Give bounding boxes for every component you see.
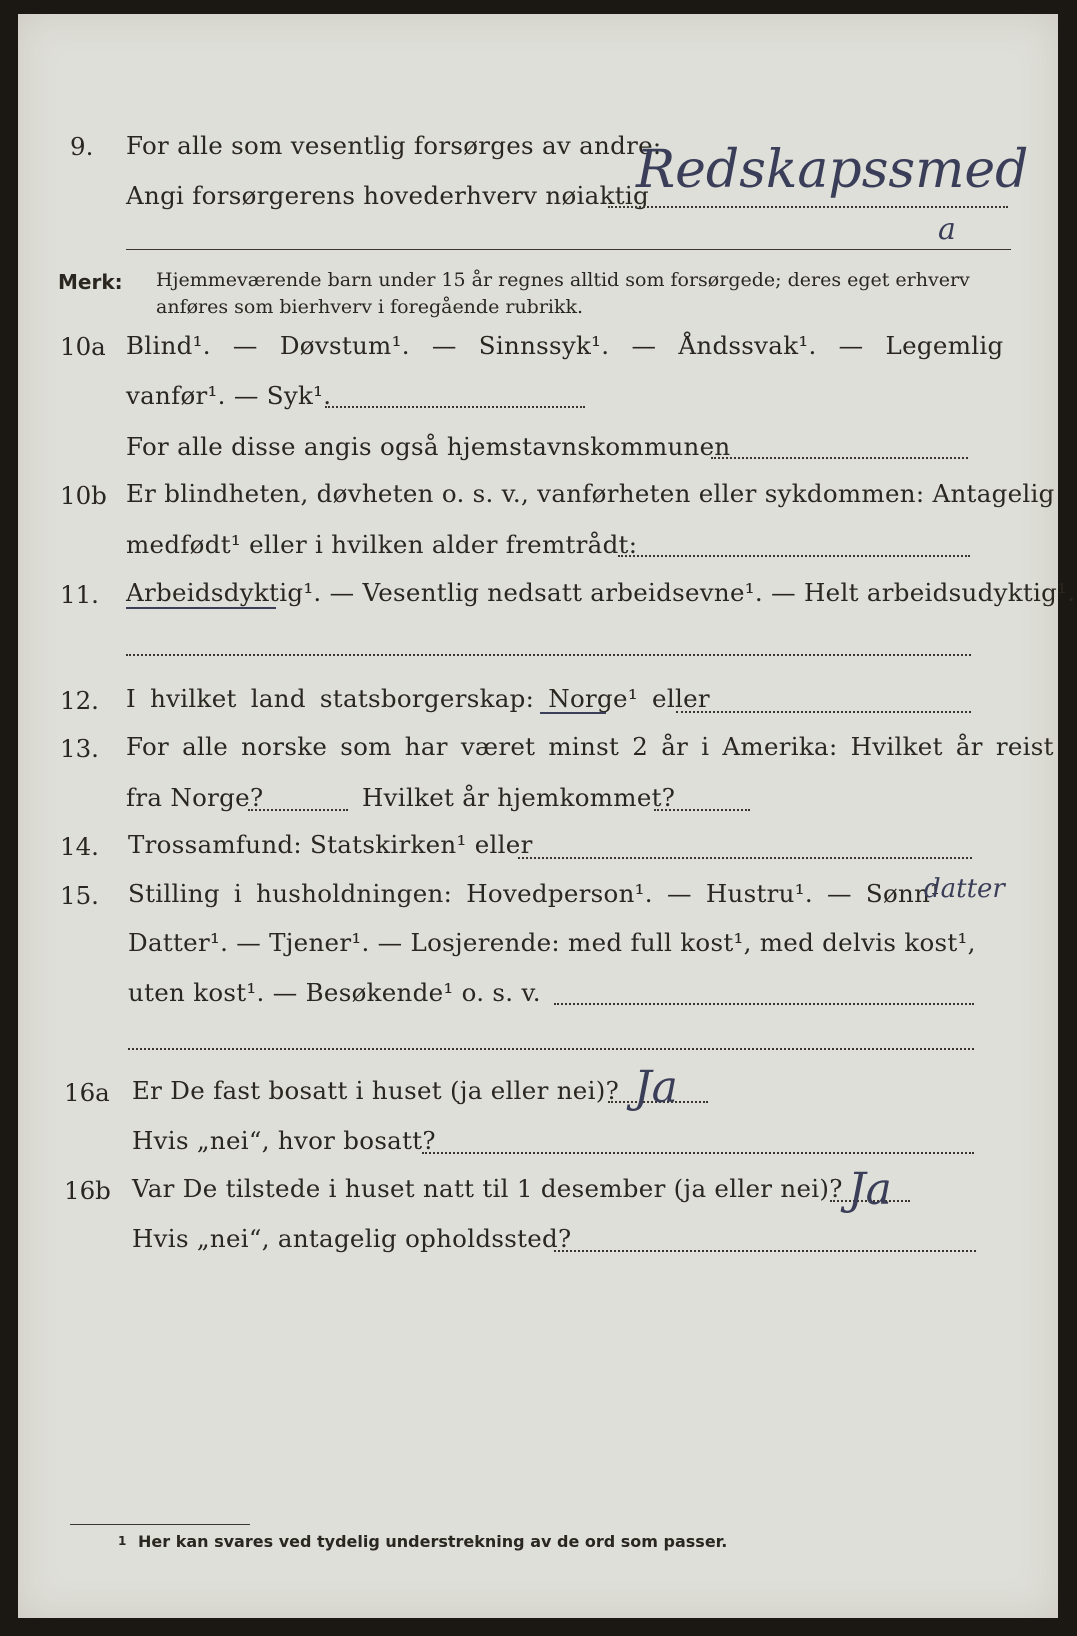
q9-number: 9. — [70, 132, 94, 161]
q13-hjemkommet-line — [654, 809, 750, 811]
q15-number: 15. — [60, 881, 99, 910]
q11-underline-mark — [126, 607, 276, 609]
q16b-line1: Var De tilstede i huset natt til 1 desember (ja eller nei)? — [132, 1174, 843, 1203]
footnote-rule — [70, 1524, 250, 1525]
q16a-handwritten-answer: Ja — [634, 1062, 678, 1113]
q9-handwritten-extra: a — [938, 212, 956, 247]
q12-underline-mark — [540, 712, 606, 714]
q10a-line3: For alle disse angis også hjemstavnskommunen — [126, 432, 731, 461]
q10b-line1: Er blindheten, døvheten o. s. v., vanførheten eller sykdommen: Antagelig — [126, 479, 1055, 508]
q13-line1: For alle norske som har været minst 2 år i Amerika: Hvilket år reist — [126, 732, 1054, 761]
q16b-line2: Hvis „nei“, antagelig opholdssted? — [132, 1224, 572, 1253]
q14-number: 14. — [60, 832, 99, 861]
q13-reist-line — [248, 809, 348, 811]
merk-label: Merk: — [58, 270, 123, 294]
q11-line1: Arbeidsdyktig¹. — Vesentlig nedsatt arbeidsevne¹. — Helt arbeidsudyktig¹. — [126, 578, 1076, 607]
q15-line2: Datter¹. — Tjener¹. — Losjerende: med full kost¹, med delvis kost¹, — [128, 928, 976, 957]
q15-line1: Stilling i husholdningen: Hovedperson¹. — Hustru¹. — Sønn¹ — [128, 879, 941, 908]
q10a-line2: vanfør¹. — Syk¹. — [126, 381, 332, 410]
q9-line1: For alle som vesentlig forsørges av andre: — [126, 131, 662, 160]
q10a-line1: Blind¹. — Døvstum¹. — Sinnssyk¹. — Åndssvak¹. — Legemlig — [126, 331, 1004, 360]
q14-line1: Trossamfund: Statskirken¹ eller — [128, 830, 533, 859]
q9-handwritten-answer: Redskapssmed — [636, 140, 1029, 200]
q10a-answer-line — [325, 406, 585, 408]
q12-number: 12. — [60, 686, 99, 715]
q10b-line2: medfødt¹ eller i hvilken alder fremtrådt: — [126, 530, 638, 559]
q16b-handwritten-answer: Ja — [848, 1164, 892, 1215]
q16a-number: 16a — [64, 1078, 110, 1107]
q15-answer-line — [554, 1003, 974, 1005]
q16a-line2: Hvis „nei“, hvor bosatt? — [132, 1126, 436, 1155]
q15-line3: uten kost¹. — Besøkende¹ o. s. v. — [128, 978, 541, 1007]
footnote-text: Her kan svares ved tydelig understrekning av de ord som passer. — [138, 1532, 728, 1551]
q16b-number: 16b — [64, 1176, 111, 1205]
q9-answer-line — [608, 206, 1008, 208]
q15-extra-line — [128, 1048, 974, 1050]
q13-line2b: Hvilket år hjemkommet? — [362, 783, 676, 812]
census-form-page — [18, 14, 1076, 1618]
q10a-number: 10a — [60, 332, 106, 361]
q10a-hjemstavn-line — [711, 457, 968, 459]
q11-number: 11. — [60, 580, 99, 609]
q12-answer-line — [676, 711, 971, 713]
q16a-bosatt-line — [422, 1152, 974, 1154]
q16b-opholdssted-line — [554, 1250, 976, 1252]
merk-line2: anføres som bierhverv i foregående rubrikk. — [156, 296, 584, 318]
merk-line1: Hjemmeværende barn under 15 år regnes alltid som forsørgede; deres eget erhverv — [156, 269, 970, 291]
q16a-line1: Er De fast bosatt i huset (ja eller nei)? — [132, 1076, 619, 1105]
q9-separator — [126, 249, 1011, 250]
q15-handwritten-answer: datter — [924, 874, 1005, 904]
q10b-number: 10b — [60, 481, 107, 510]
q10b-answer-line — [618, 555, 970, 557]
q13-number: 13. — [60, 734, 99, 763]
q13-line2a: fra Norge? — [126, 783, 264, 812]
q9-line2: Angi forsørgerens hovederhverv nøiaktig — [126, 181, 649, 210]
q11-answer-line — [126, 654, 971, 656]
q14-answer-line — [518, 857, 972, 859]
footnote-marker: 1 — [118, 1534, 127, 1548]
q12-line1: I hvilket land statsborgerskap: Norge¹ eller — [126, 684, 710, 713]
